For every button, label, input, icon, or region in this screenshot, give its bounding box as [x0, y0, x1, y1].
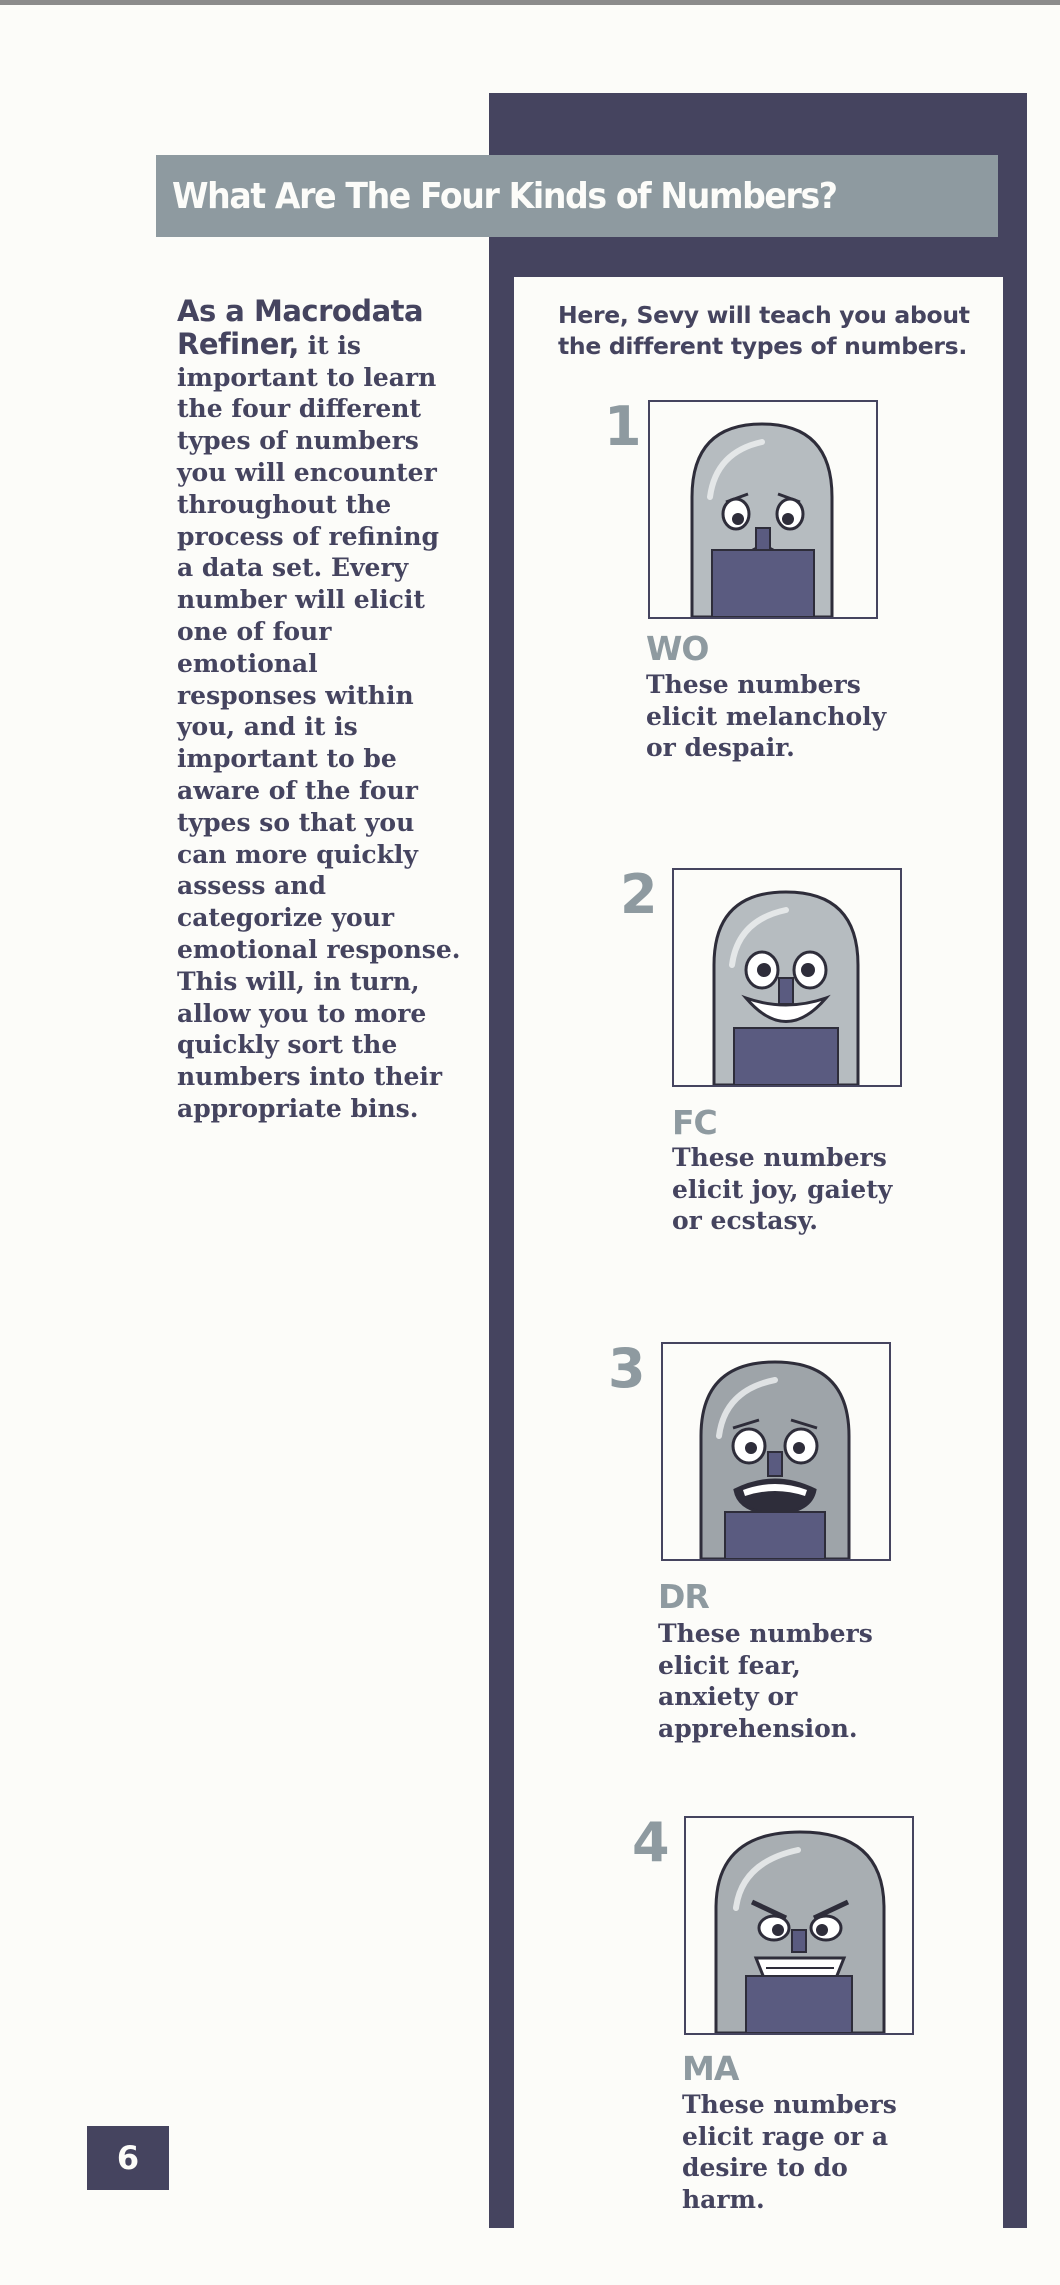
sidebar-intro: Here, Sevy will teach you about the different types of numbers.	[558, 301, 970, 360]
type-number-4: 4	[632, 1811, 670, 1874]
intro-lead: As a Macrodata Refiner,	[177, 294, 424, 361]
type-code-3: DR	[658, 1577, 709, 1616]
type-code-1: WO	[646, 629, 709, 668]
intro-body: it is important to learn the four different types of numbers you will encounter throughout the process of refining a data set. Every number will elicit one of four emotional responses within you, and it is important to be aware of the four types so that you can more quickly assess and categorize your emotional response. This will, in turn, allow you to more quickly sort the numbers into their appropriate bins.	[177, 330, 461, 1123]
angry-face-icon	[684, 1816, 914, 2035]
page-title: What Are The Four Kinds of Numbers?	[172, 175, 837, 217]
page-number: 6	[87, 2126, 169, 2190]
type-description-1: These numbers elicit melancholy or despair.	[646, 670, 887, 762]
type-number-1: 1	[604, 395, 642, 458]
happy-face-icon	[672, 868, 902, 1087]
type-code-2: FC	[672, 1103, 717, 1142]
top-rule	[0, 0, 1060, 5]
type-description-2: These numbers elicit joy, gaiety or ecstasy.	[672, 1143, 893, 1235]
type-code-4: MA	[682, 2049, 739, 2088]
type-description-3: These numbers elicit fear, anxiety or apprehension.	[658, 1619, 873, 1743]
type-number-3: 3	[608, 1337, 646, 1400]
title-banner	[156, 155, 998, 237]
type-number-2: 2	[620, 863, 658, 926]
type-description-4: These numbers elicit rage or a desire to do harm.	[682, 2090, 897, 2214]
scared-face-icon	[661, 1342, 891, 1561]
sad-face-icon	[648, 400, 878, 619]
intro-paragraph	[177, 296, 462, 1125]
